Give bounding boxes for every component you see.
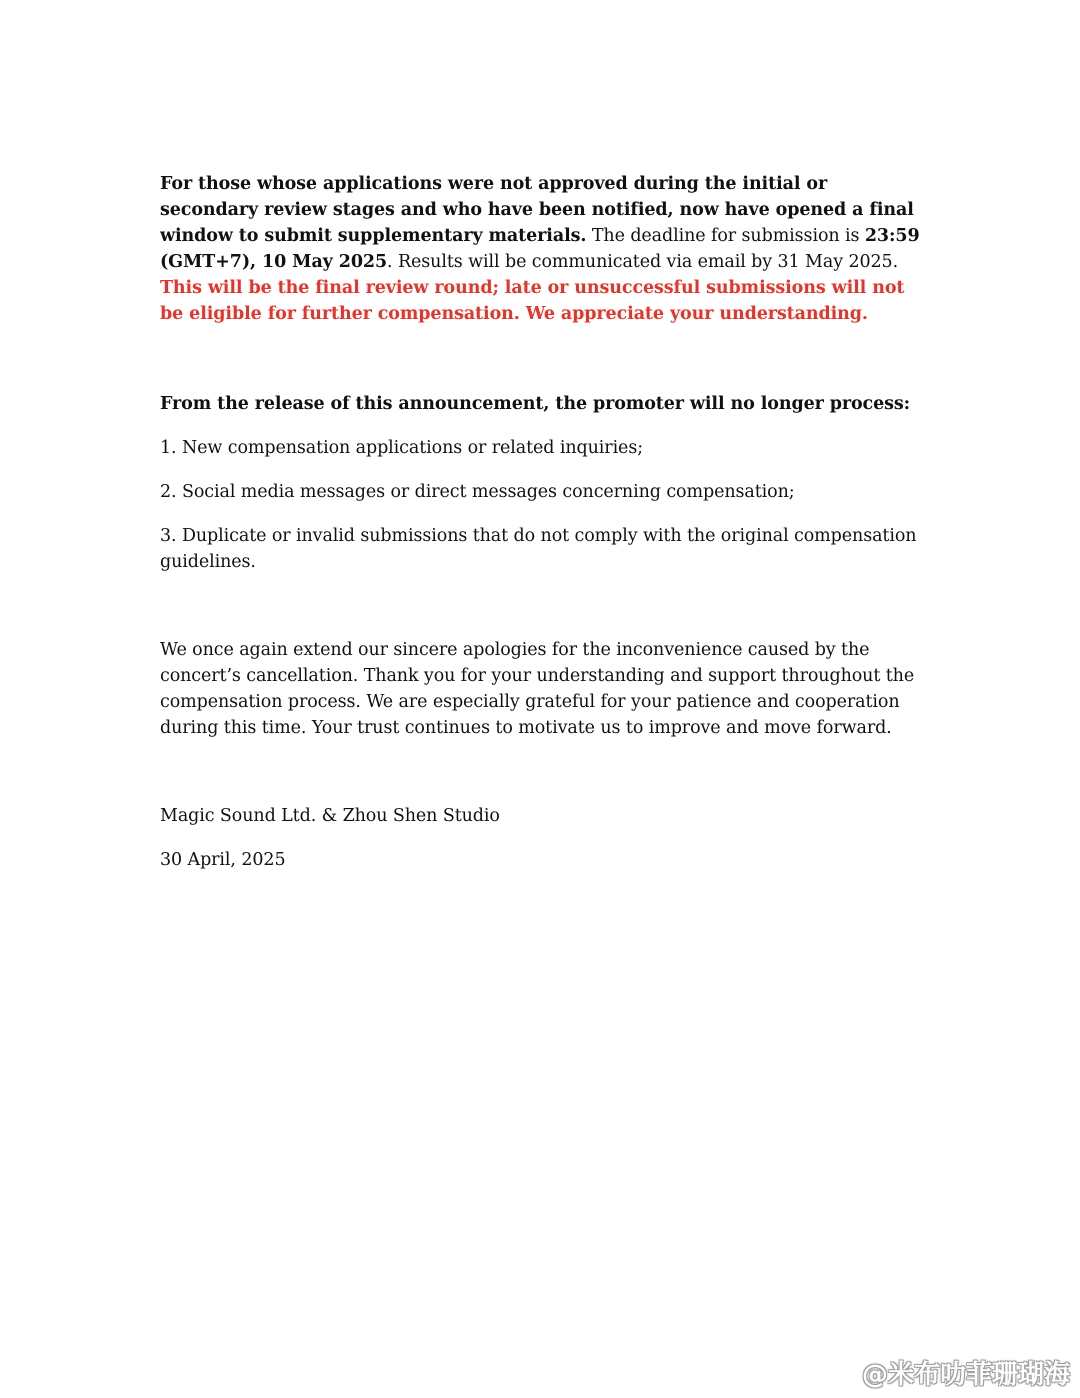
intro-bold-text: For those whose applications were not approved during the initial or secondary review stages and who have been notified, now have opened a final window to submit supplementary materials. [160, 174, 914, 246]
list-item-1: 1. New compensation applications or related inquiries; [160, 438, 643, 458]
deadline-prefix: The deadline for submission is [586, 226, 865, 246]
intro-paragraph [160, 171, 930, 327]
list-item-3: 3. Duplicate or invalid submissions that do not comply with the original compensation guidelines. [160, 526, 917, 572]
closing-paragraph: We once again extend our sincere apologies for the inconvenience caused by the concert’s cancellation. Thank you for your understanding and support throughout the compensation process. We are especially grateful for your patience and cooperation during this time. Your trust continues to motivate us to improve and move forward. [160, 640, 915, 738]
date: 30 April, 2025 [160, 850, 286, 870]
signature: Magic Sound Ltd. & Zhou Shen Studio [160, 806, 500, 826]
final-round-warning: This will be the final review round; late or unsuccessful submissions will not be eligible for further compensation. We appreciate your understanding. [160, 278, 905, 324]
announcement-body [160, 171, 930, 873]
watermark: @米布叻菲珊瑚海 [861, 1360, 1070, 1390]
deadline-value: 23:59 (GMT+7), 10 May 2025 [160, 226, 920, 272]
results-text: . Results will be communicated via email by 31 May 2025. [387, 252, 899, 272]
list-item-2: 2. Social media messages or direct messages concerning compensation; [160, 482, 795, 502]
process-heading: From the release of this announcement, the promoter will no longer process: [160, 394, 911, 414]
